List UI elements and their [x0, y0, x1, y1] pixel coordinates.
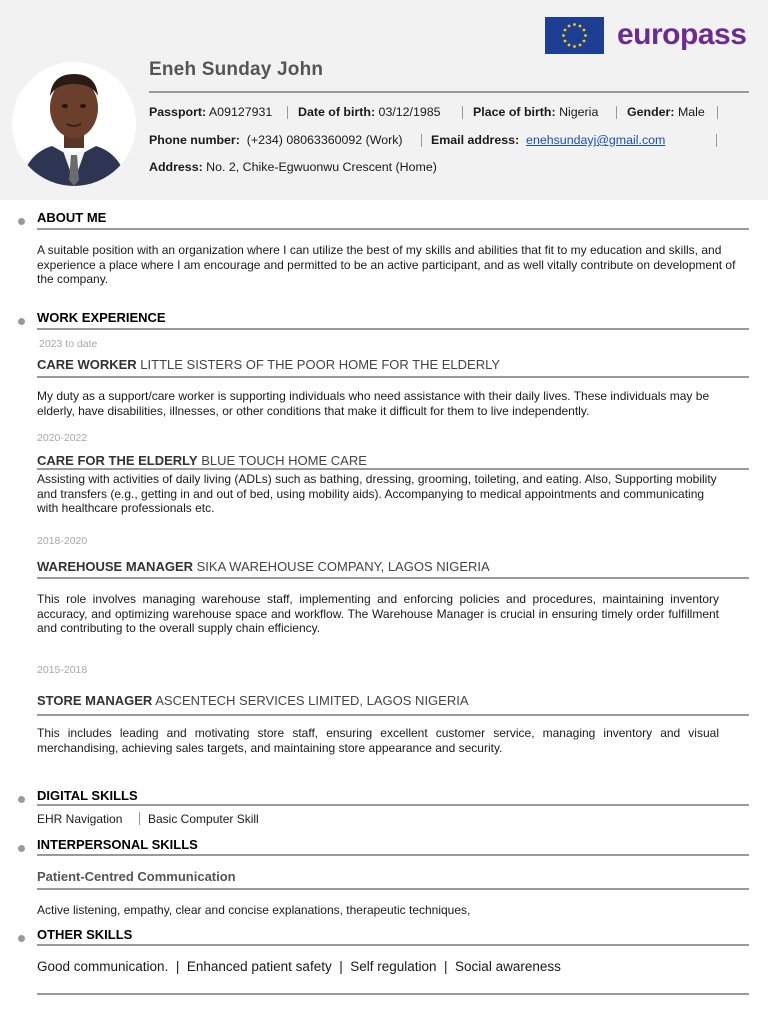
address-value: No. 2, Chike-Egwuonwu Crescent (Home) [206, 160, 437, 174]
about-text: A suitable position with an organization where I can utilize the best of my skills and abilities that fit to my education and skills, and experience a place where I am encourage and permitted to be an active participant, and as well vitally contribute on development of the company. [37, 243, 736, 287]
passport-field [149, 105, 272, 119]
separator [616, 106, 617, 119]
interpersonal-title: INTERPERSONAL SKILLS [37, 837, 198, 852]
digital-skill-item: Basic Computer Skill [148, 812, 259, 826]
separator [139, 812, 140, 825]
dob-value: 03/12/1985 [378, 105, 441, 119]
section-rule [37, 228, 749, 230]
passport-label: Passport: [149, 105, 207, 119]
europass-wordmark: europass [617, 18, 747, 51]
gender-value: Male [677, 105, 705, 119]
gender-field [627, 105, 705, 119]
passport-value: A09127931 [208, 105, 273, 119]
pob-value: Nigeria [559, 105, 599, 119]
job-description: This role involves managing warehouse staff, implementing and enforcing policies and procedures, maintaining inventory accuracy, and optimizing warehouse space and workflow. The Warehouse Manager is crucial in ensuring timely order fulfillment and contributing to the overall supply chain efficiency. [37, 592, 719, 636]
name-divider [149, 91, 749, 93]
job-description: My duty as a support/care worker is supporting individuals who need assistance with their daily lives. These individuals may be elderly, have disabilities, illnesses, or other conditions that make it difficult for them to live independently. [37, 389, 710, 418]
section-bullet [18, 318, 25, 325]
phone-label: Phone number: [149, 133, 240, 147]
section-bullet [18, 796, 25, 803]
job-rule [37, 714, 749, 716]
other-skill-item: Enhanced patient safety [186, 959, 332, 974]
subsection-rule [37, 888, 749, 890]
section-bullet [18, 218, 25, 225]
job-dates: 2018-2020 [37, 535, 88, 547]
interpersonal-subtitle: Patient-Centred Communication [37, 869, 236, 884]
section-rule [37, 854, 749, 856]
job-description: This includes leading and motivating store staff, ensuring excellent customer service, managing inventory and visual merchandising, achieving sales targets, and maintaining store appearance and security. [37, 726, 719, 755]
job-org: ASCENTECH SERVICES LIMITED, LAGOS NIGERIA [155, 693, 469, 708]
job-rule [37, 468, 749, 470]
job-heading [37, 357, 500, 372]
pob-field [473, 105, 598, 119]
job-org: LITTLE SISTERS OF THE POOR HOME FOR THE ELDERLY [140, 357, 501, 372]
section-bullet [18, 935, 25, 942]
phone-field [149, 133, 403, 147]
separator [421, 134, 422, 147]
separator [717, 106, 718, 119]
job-rule [37, 376, 749, 378]
section-rule [37, 944, 749, 946]
about-title: ABOUT ME [37, 210, 107, 225]
separator [462, 106, 463, 119]
work-title: WORK EXPERIENCE [37, 310, 166, 325]
section-rule [37, 804, 749, 806]
digital-title: DIGITAL SKILLS [37, 788, 138, 803]
job-role: WAREHOUSE MANAGER [37, 559, 194, 574]
email-field [431, 133, 665, 147]
separator [716, 134, 717, 147]
other-skill-item: Self regulation [350, 959, 437, 974]
interpersonal-text: Active listening, empathy, clear and concise explanations, therapeutic techniques, [37, 903, 471, 917]
job-heading [37, 559, 490, 574]
person-name: Eneh Sunday John [149, 59, 324, 80]
job-dates: 2020-2022 [37, 432, 88, 444]
job-org: SIKA WAREHOUSE COMPANY, LAGOS NIGERIA [196, 559, 490, 574]
footer-rule [37, 993, 749, 995]
job-role: STORE MANAGER [37, 693, 153, 708]
profile-photo [12, 62, 136, 186]
eu-flag-icon [545, 17, 604, 54]
job-role: CARE WORKER [37, 357, 137, 372]
header-band [0, 0, 768, 200]
digital-skill-item: EHR Navigation [37, 812, 123, 826]
europass-logo [545, 16, 749, 56]
email-link[interactable]: enehsundayj@gmail.com [526, 133, 666, 147]
job-dates: 2023 to date [39, 338, 98, 350]
job-org: BLUE TOUCH HOME CARE [201, 453, 367, 468]
other-skill-item: Social awareness [455, 959, 561, 974]
address-field [149, 160, 437, 174]
job-rule [37, 577, 749, 579]
job-heading [37, 693, 469, 708]
dob-field [298, 105, 441, 119]
separator [287, 106, 288, 119]
section-bullet [18, 845, 25, 852]
job-dates: 2015-2018 [37, 664, 88, 676]
pob-label: Place of birth: [473, 105, 556, 119]
email-label: Email address: [431, 133, 520, 147]
address-label: Address: [149, 160, 203, 174]
dob-label: Date of birth: [298, 105, 376, 119]
job-description: Assisting with activities of daily living (ADLs) such as bathing, dressing, grooming, toileting, and eating. Also, Supporting mobility and transfers (e.g., getting in and out of bed, using mobility aids). Accompanying to medical appointments and communicating with healthcare professionals etc. [37, 472, 717, 516]
gender-label: Gender: [627, 105, 675, 119]
section-rule [37, 328, 749, 330]
phone-value: (+234) 08063360092 (Work) [246, 133, 403, 147]
job-role: CARE FOR THE ELDERLY [37, 453, 198, 468]
job-heading [37, 453, 367, 468]
other-skill-item: Good communication. [37, 959, 169, 974]
other-skills-line: Good communication. | Enhanced patient safety | Self regulation | Social awareness [37, 959, 561, 974]
other-title: OTHER SKILLS [37, 927, 133, 942]
